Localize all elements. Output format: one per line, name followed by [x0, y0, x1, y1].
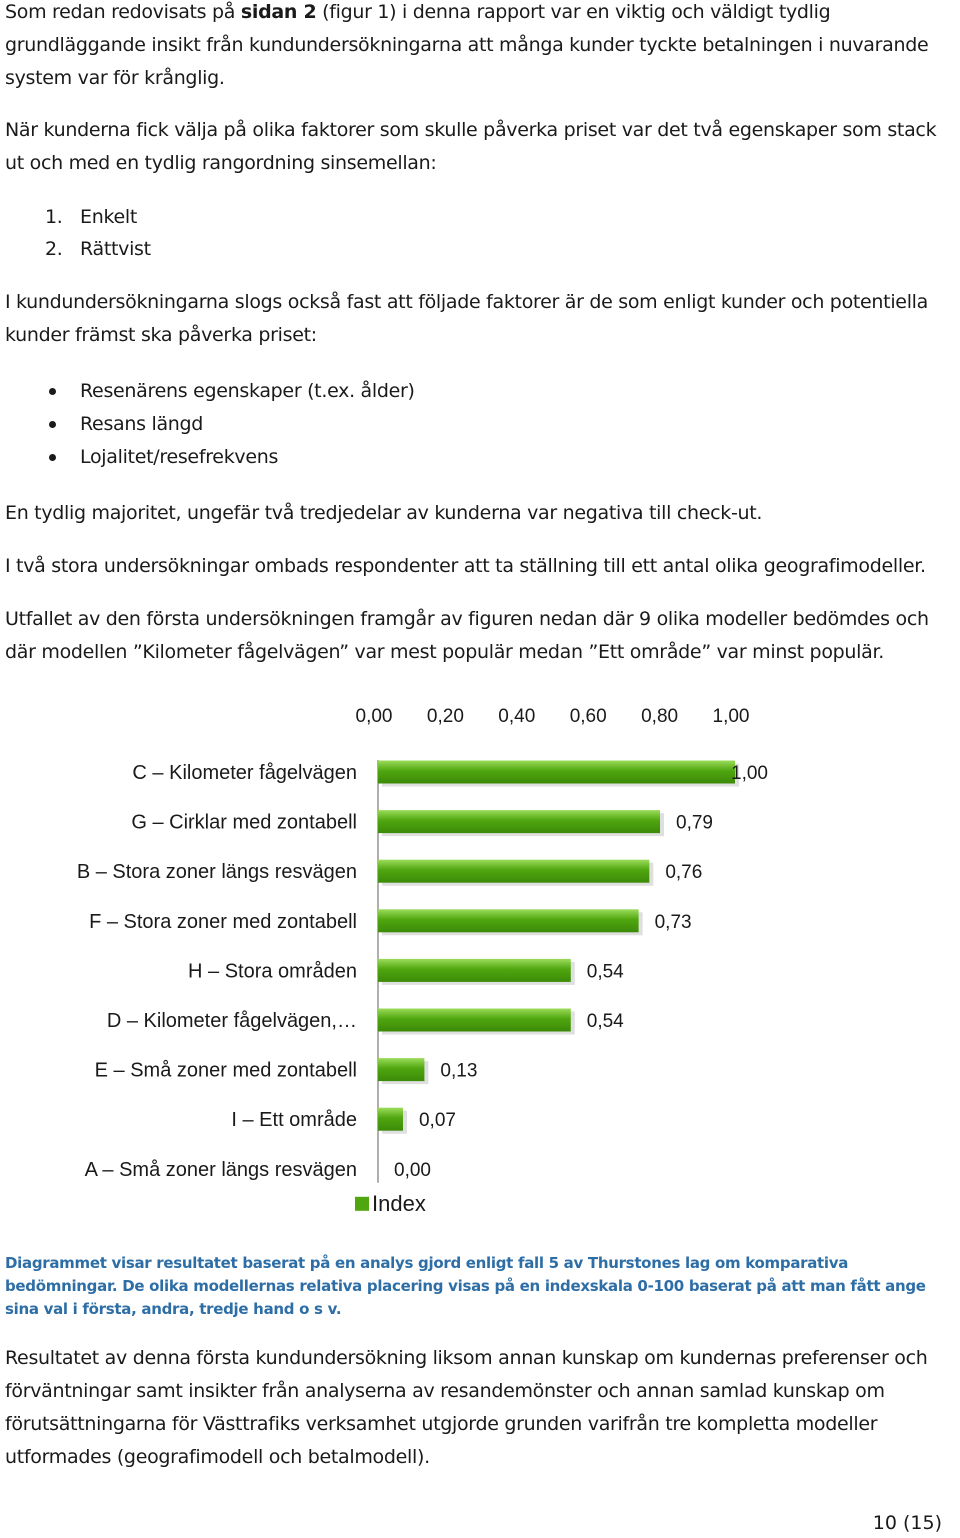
bar — [378, 959, 571, 982]
value-label: 0,13 — [440, 1060, 478, 1082]
bullet-icon — [49, 421, 56, 428]
x-tick-label: 0,00 — [355, 706, 393, 727]
list-number: 2. — [45, 238, 63, 260]
paragraph-intro-text-2: (figur 1) i denna rapport var en viktig och väldigt tydlig grundläggande insikt från kundundersökningarna att många kunder tyckte betalningen i nuvarande system var för krånglig. — [5, 1, 929, 89]
bar — [378, 909, 639, 932]
category-label: H – Stora områden — [188, 960, 357, 983]
list-item-text: Resans längd — [80, 413, 204, 435]
list-item-text: Resenärens egenskaper (t.ex. ålder) — [80, 380, 415, 402]
paragraph-survey-result: Utfallet av den första undersökningen framgår av figuren nedan där 9 olika modeller bedömdes och där modellen ”Kilometer fågelvägen” var mest populär medan ”Ett område” var minst populär. — [5, 608, 929, 663]
index-bar-chart — [5, 690, 950, 1230]
value-label: 0,76 — [665, 862, 703, 884]
bar — [378, 860, 649, 883]
bullet-list-item — [5, 408, 605, 441]
legend-label: Index — [372, 1190, 426, 1216]
legend-swatch — [355, 1197, 369, 1211]
paragraph-surveys: I två stora undersökningar ombads respondenter att ta ställning till ett antal olika geografimodeller. — [5, 555, 926, 577]
list-item-text: Enkelt — [80, 206, 137, 228]
value-label: 1,00 — [731, 763, 768, 784]
value-label: 0,54 — [586, 1011, 624, 1032]
x-tick-label: 0,40 — [498, 706, 536, 727]
category-label: G – Cirklar med zontabell — [131, 811, 357, 834]
bar — [378, 1058, 424, 1081]
x-tick-label: 1,00 — [712, 706, 750, 727]
chart-caption: Diagrammet visar resultatet baserat på en analys gjord enligt fall 5 av Thurstones lag om komparativa bedömningar. De olika modellernas relativa placering visas på en indexskala 0-100 baserat på att man fått ange sina val i första, andra, tredje hand o s v. — [5, 1254, 926, 1318]
list-number: 1. — [45, 206, 63, 228]
list-item-text: Rättvist — [80, 238, 151, 260]
x-tick-label: 0,60 — [569, 706, 607, 727]
bullet-icon — [49, 388, 56, 395]
value-label: 0,07 — [418, 1110, 456, 1132]
value-label: 0,54 — [586, 961, 624, 983]
category-label: B – Stora zoner längs resvägen — [76, 861, 357, 884]
bar — [378, 761, 735, 784]
bar — [378, 810, 660, 833]
category-label: I – Ett område — [231, 1109, 357, 1132]
paragraph-intro-text-1: Som redan redovisats på — [5, 1, 241, 23]
category-label: D – Kilometer fågelvägen,… — [106, 1010, 357, 1032]
value-label: 0,00 — [394, 1159, 431, 1181]
bullet-list-item — [5, 375, 605, 408]
x-tick-label: 0,80 — [641, 706, 679, 727]
page-reference-bold: sidan 2 — [240, 1, 317, 23]
numbered-list-item — [5, 233, 305, 266]
category-label: E – Små zoner med zontabell — [94, 1059, 357, 1082]
paragraph-conclusion: Resultatet av denna första kundundersökning liksom annan kunskap om kundernas preferenser och förväntningar samt insikter från analyserna av resandemönster och annan samlad kunskap om förutsättningarna för Västtrafiks verksamhet utgjorde grunden varifrån tre kompletta modeller utformades (geografimodell och betalmodell). — [5, 1347, 928, 1468]
list-item-text: Lojalitet/resefrekvens — [80, 446, 279, 468]
paragraph-pricing-factors: I kundundersökningarna slogs också fast att följade faktorer är de som enligt kunder och potentiella kunder främst ska påverka priset: — [5, 291, 928, 346]
page-number: 10 (15) — [872, 1512, 942, 1534]
paragraph-check-out: En tydlig majoritet, ungefär två tredjedelar av kunderna var negativa till check-ut. — [5, 502, 763, 524]
category-label: A – Små zoner längs resvägen — [84, 1158, 357, 1181]
bullet-icon — [49, 454, 56, 461]
bar — [378, 1009, 571, 1032]
category-label: F – Stora zoner med zontabell — [89, 910, 357, 933]
paragraph-factors: När kunderna fick välja på olika faktorer som skulle påverka priset var det två egenskaper som stack ut och med en tydlig rangordning sinsemellan: — [5, 119, 937, 174]
x-tick-label: 0,20 — [426, 706, 464, 727]
value-label: 0,79 — [676, 812, 714, 834]
value-label: 0,73 — [654, 911, 692, 933]
category-label: C – Kilometer fågelvägen — [132, 762, 357, 784]
numbered-list-item — [5, 201, 305, 234]
paragraph-intro — [5, 0, 950, 95]
bullet-list-item — [5, 441, 605, 474]
bar — [378, 1108, 403, 1131]
